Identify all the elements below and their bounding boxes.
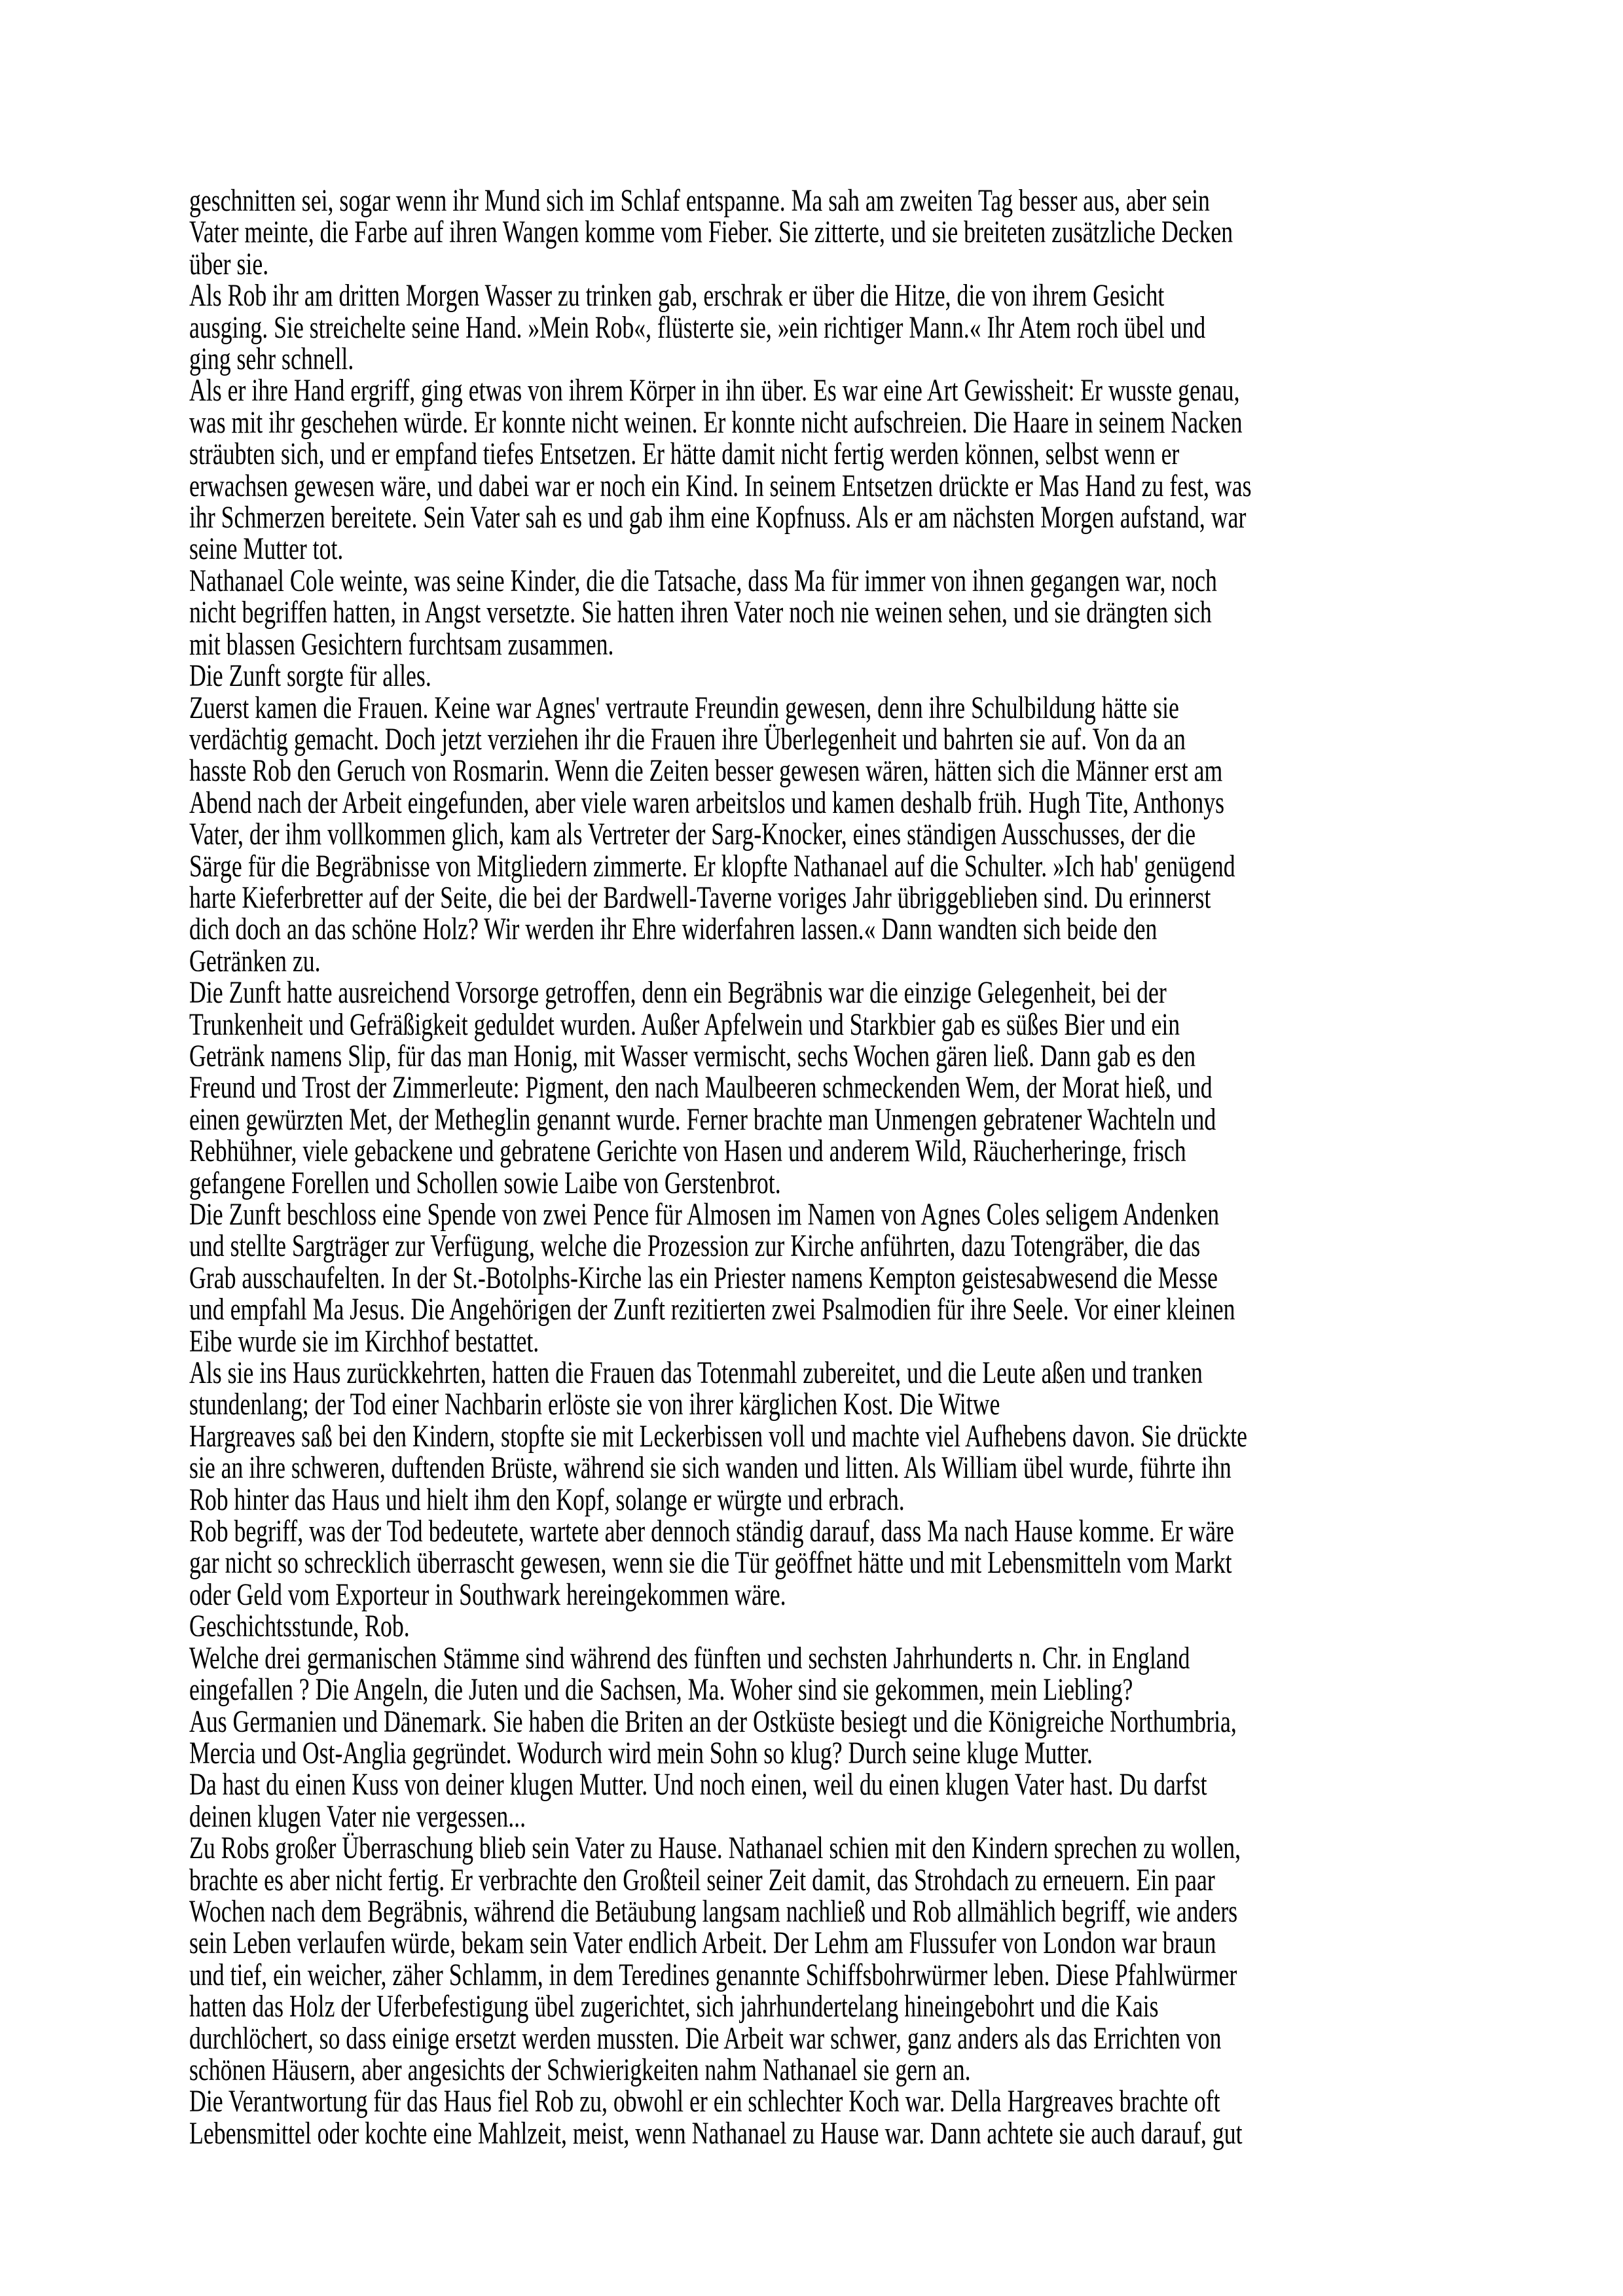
text-line: Geschichtsstunde, Rob. [189,1609,410,1644]
text-line: Trunkenheit und Gefräßigkeit geduldet wurden. Außer Apfelwein und Starkbier gab es süßes Bier und ein [189,1007,1180,1042]
text-line: durchlöchert, so dass einige ersetzt werden mussten. Die Arbeit war schwer, ganz anders als das Errichten von [189,2020,1222,2056]
text-line: Aus Germanien und Dänemark. Sie haben die Briten an der Ostküste besiegt und die Königreiche Northumbria, [189,1704,1237,1739]
body-text [189,185,1440,2149]
text-line: Zu Robs großer Überraschung blieb sein Vater zu Hause. Nathanael schien mit den Kindern sprechen zu wollen, [189,1831,1241,1866]
text-line: ging sehr schnell. [189,342,354,377]
text-line: dich doch an das schöne Holz? Wir werden ihr Ehre widerfahren lassen.« Dann wandten sich beide den [189,912,1158,947]
text-line: schönen Häusern, aber angesichts der Schwierigkeiten nahm Nathanael sie gern an. [189,2052,971,2087]
text-line: Rebhühner, viele gebackene und gebratene Gerichte von Hasen und anderem Wild, Räucherheringe, frisch [189,1134,1186,1169]
text-line: Die Zunft beschloss eine Spende von zwei Pence für Almosen im Namen von Agnes Coles seligem Andenken [189,1197,1220,1232]
text-line: sie an ihre schweren, duftenden Brüste, während sie sich wanden und litten. Als William übel wurde, führte ihn [189,1450,1231,1486]
text-line: oder Geld vom Exporteur in Southwark hereingekommen wäre. [189,1577,786,1612]
text-line: sträubten sich, und er empfand tiefes Entsetzen. Er hätte damit nicht fertig werden können, selbst wenn er [189,437,1180,472]
text-line: Als sie ins Haus zurückkehrten, hatten die Frauen das Totenmahl zubereitet, und die Leute aßen und tranken [189,1355,1203,1391]
text-line: Hargreaves saß bei den Kindern, stopfte sie mit Leckerbissen voll und machte viel Aufhebens davon. Sie drückte [189,1418,1248,1454]
text-line: verdächtig gemacht. Doch jetzt verziehen ihr die Frauen ihre Überlegenheit und bahrten sie auf. Von da an [189,721,1186,757]
text-line: Als Rob ihr am dritten Morgen Wasser zu trinken gab, erschrak er über die Hitze, die von ihrem Gesicht [189,278,1165,314]
text-line: Wochen nach dem Begräbnis, während die Betäubung langsam nachließ und Rob allmählich begriff, wie anders [189,1893,1238,1929]
text-line: nicht begriffen hatten, in Angst versetzte. Sie hatten ihren Vater noch nie weinen sehen, und sie drängten sich [189,595,1212,630]
text-line: gefangene Forellen und Schollen sowie Laibe von Gerstenbrot. [189,1165,781,1200]
text-line: hatten das Holz der Uferbefestigung übel zugerichtet, sich jahrhundertelang hineingebohrt und die Kais [189,1989,1159,2024]
text-line: Mercia und Ost-Anglia gegründet. Wodurch wird mein Sohn so klug? Durch seine kluge Mutter. [189,1735,1093,1770]
text-line: Die Verantwortung für das Haus fiel Rob zu, obwohl er ein schlechter Koch war. Della Hargreaves brachte oft [189,2084,1220,2119]
text-line: Lebensmittel oder kochte eine Mahlzeit, meist, wenn Nathanael zu Hause war. Dann achtete sie auch darauf, gut [189,2115,1243,2151]
text-line: hasste Rob den Geruch von Rosmarin. Wenn die Zeiten besser gewesen wären, hätten sich die Männer erst am [189,753,1223,789]
text-line: Eibe wurde sie im Kirchhof bestattet. [189,1323,539,1359]
text-line: Vater meinte, die Farbe auf ihren Wangen komme vom Fieber. Sie zitterte, und sie breiteten zusätzliche Decken [189,215,1233,250]
text-line: Getränken zu. [189,943,321,978]
text-line: mit blassen Gesichtern furchtsam zusammen. [189,626,614,662]
text-line: Vater, der ihm vollkommen glich, kam als Vertreter der Sarg-Knocker, eines ständigen Ausschusses, der die [189,817,1196,852]
text-line: über sie. [189,246,269,281]
text-line: Als er ihre Hand ergriff, ging etwas von ihrem Körper in ihn über. Es war eine Art Gewissheit: Er wusste genau, [189,373,1240,408]
text-line: harte Kieferbretter auf der Seite, die bei der Bardwell-Taverne voriges Jahr übriggeblieben sind. Du erinnerst [189,880,1211,915]
text-line: ausging. Sie streichelte seine Hand. »Mein Rob«, flüsterte sie, »ein richtiger Mann.« Ihr Atem roch übel und [189,310,1206,345]
text-line: Getränk namens Slip, für das man Honig, mit Wasser vermischt, sechs Wochen gären ließ. Dann gab es den [189,1038,1196,1073]
text-line: was mit ihr geschehen würde. Er konnte nicht weinen. Er konnte nicht aufschreien. Die Haare in seinem Nacken [189,404,1243,440]
text-line: deinen klugen Vater nie vergessen... [189,1799,526,1834]
text-line: eingefallen ? Die Angeln, die Juten und die Sachsen, Ma. Woher sind sie gekommen, mein Liebling? [189,1672,1133,1708]
text-line: Rob begriff, was der Tod bedeutete, wartete aber dennoch ständig darauf, dass Ma nach Hause komme. Er wäre [189,1514,1234,1549]
text-line: Nathanael Cole weinte, was seine Kinder, die die Tatsache, dass Ma für immer von ihnen gegangen war, noch [189,563,1217,598]
text-line: Särge für die Begräbnisse von Mitgliedern zimmerte. Er klopfte Nathanael auf die Schulter. »Ich hab' genügend [189,848,1235,884]
text-line: Abend nach der Arbeit eingefunden, aber viele waren arbeitslos und kamen deshalb früh. Hugh Tite, Anthonys [189,785,1225,820]
text-line: Grab ausschaufelten. In der St.-Botolphs-Kirche las ein Priester namens Kempton geistesabwesend die Messe [189,1260,1218,1295]
text-line: Zuerst kamen die Frauen. Keine war Agnes' vertraute Freundin gewesen, denn ihre Schulbildung hätte sie [189,690,1179,725]
text-line: gar nicht so schrecklich überrascht gewesen, wenn sie die Tür geöffnet hätte und mit Lebensmitteln vom Markt [189,1545,1232,1581]
text-line: Welche drei germanischen Stämme sind während des fünften und sechsten Jahrhunderts n. Chr. in England [189,1640,1190,1676]
text-line: sein Leben verlaufen würde, bekam sein Vater endlich Arbeit. Der Lehm am Flussufer von London war braun [189,1926,1216,1961]
text-line: Rob hinter das Haus und hielt ihm den Kopf, solange er würgte und erbrach. [189,1482,905,1517]
text-line: brachte es aber nicht fertig. Er verbrachte den Großteil seiner Zeit damit, das Strohdach zu erneuern. Ein paar [189,1862,1215,1897]
text-line: Freund und Trost der Zimmerleute: Pigment, den nach Maulbeeren schmeckenden Wem, der Morat hieß, und [189,1070,1213,1105]
text-line: Da hast du einen Kuss von deiner klugen Mutter. Und noch einen, weil du einen klugen Vater hast. Du darfst [189,1767,1207,1803]
text-line: und stellte Sargträger zur Verfügung, welche die Prozession zur Kirche anführten, dazu Totengräber, die das [189,1229,1201,1264]
text-line: und empfahl Ma Jesus. Die Angehörigen der Zunft rezitierten zwei Psalmodien für ihre Seele. Vor einer kleinen [189,1292,1235,1327]
text-line: stundenlang; der Tod einer Nachbarin erlöste sie von ihrer kärglichen Kost. Die Witwe [189,1387,1000,1422]
text-line: ihr Schmerzen bereitete. Sein Vater sah es und gab ihm eine Kopfnuss. Als er am nächsten Morgen aufstand, war [189,500,1247,535]
text-line: seine Mutter tot. [189,531,344,567]
text-line: Die Zunft sorgte für alles. [189,658,431,694]
text-line: und tief, ein weicher, zäher Schlamm, in dem Teredines genannte Schiffsbohrwürmer leben. Diese Pfahlwürmer [189,1957,1237,1992]
text-line: geschnitten sei, sogar wenn ihr Mund sich im Schlaf entspanne. Ma sah am zweiten Tag besser aus, aber sein [189,183,1210,218]
text-line: Die Zunft hatte ausreichend Vorsorge getroffen, denn ein Begräbnis war die einzige Gelegenheit, bei der [189,975,1167,1011]
text-line: erwachsen gewesen wäre, und dabei war er noch ein Kind. In seinem Entsetzen drückte er Mas Hand zu fest, was [189,468,1252,503]
text-line: einen gewürzten Met, der Metheglin genannt wurde. Ferner brachte man Unmengen gebratener Wachteln und [189,1102,1216,1137]
